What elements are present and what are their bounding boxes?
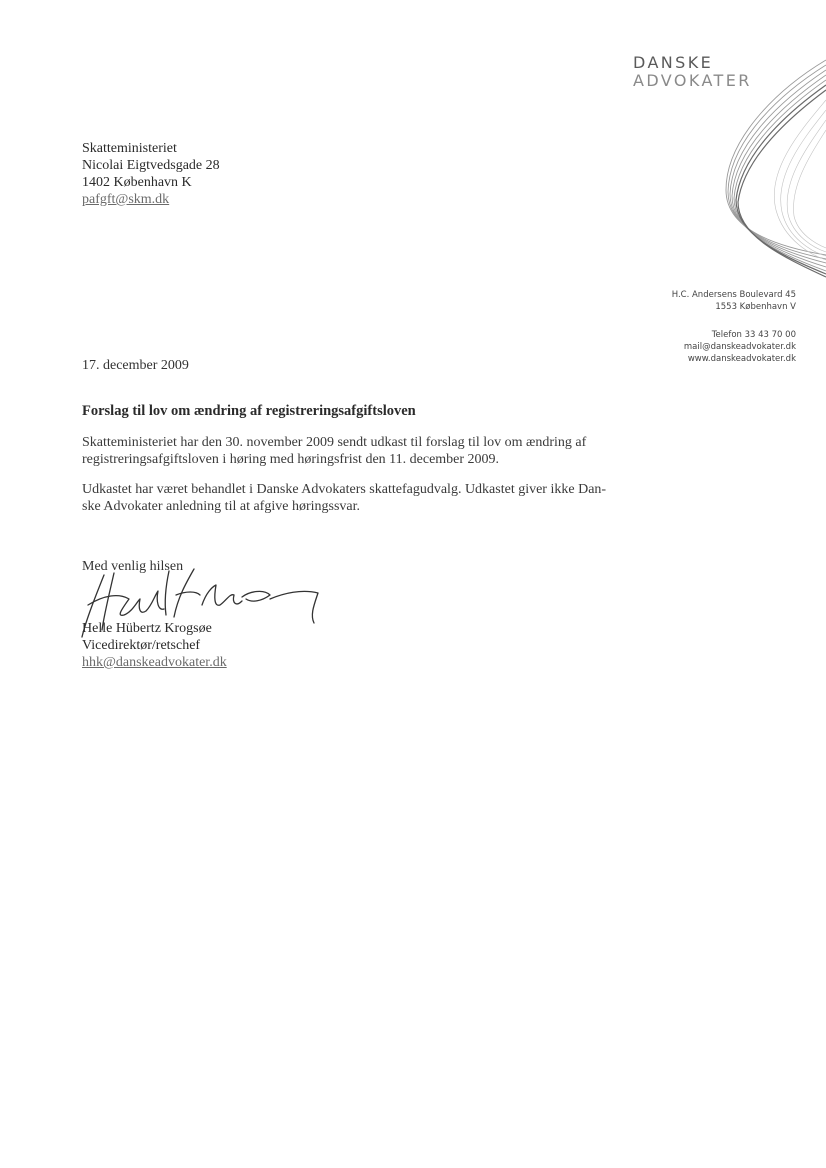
signer-name: Helle Hübertz Krogsøe xyxy=(82,621,212,636)
recipient-name: Skatteministeriet xyxy=(82,141,177,156)
recipient-email-link[interactable]: pafgft@skm.dk xyxy=(82,192,170,207)
body-paragraph-2-line-1: Udkastet har været behandlet i Danske Advokaters skattefagudvalg. Udkastet giver ikke Dan- xyxy=(82,482,607,497)
body-paragraph-1 xyxy=(82,434,672,468)
recipient-city: 1402 København K xyxy=(82,175,192,190)
body-paragraph-2-line-2: ske Advokater anledning til at afgive høringssvar. xyxy=(82,499,360,514)
signer-title: Vicedirektør/retschef xyxy=(82,638,201,653)
recipient-address xyxy=(82,140,220,208)
letter-subject: Forslag til lov om ændring af registreringsafgiftsloven xyxy=(82,403,416,419)
sender-street: H.C. Andersens Boulevard 45 xyxy=(671,290,796,300)
body-paragraph-1-line-2: registreringsafgiftsloven i høring med høringsfrist den 11. december 2009. xyxy=(82,452,500,467)
closing-greeting: Med venlig hilsen xyxy=(82,559,184,574)
sender-address xyxy=(672,289,796,365)
logo-text xyxy=(633,54,752,90)
signer-email-link[interactable]: hhk@danskeadvokater.dk xyxy=(82,655,227,670)
body-paragraph-2 xyxy=(82,481,672,515)
letter-date: 17. december 2009 xyxy=(82,358,189,373)
body-paragraph-1-line-1: Skatteministeriet har den 30. november 2009 sendt udkast til forslag til lov om ændring af xyxy=(82,435,587,450)
recipient-street: Nicolai Eigtvedsgade 28 xyxy=(82,158,220,173)
signer-block xyxy=(82,620,227,671)
sender-phone: Telefon 33 43 70 00 xyxy=(711,330,796,340)
logo-line-advokater: ADVOKATER xyxy=(633,71,752,90)
logo-line-danske: DANSKE xyxy=(633,53,714,72)
sender-web: www.danskeadvokater.dk xyxy=(687,354,796,364)
sender-city: 1553 København V xyxy=(715,302,796,312)
sender-email: mail@danskeadvokater.dk xyxy=(683,342,796,352)
